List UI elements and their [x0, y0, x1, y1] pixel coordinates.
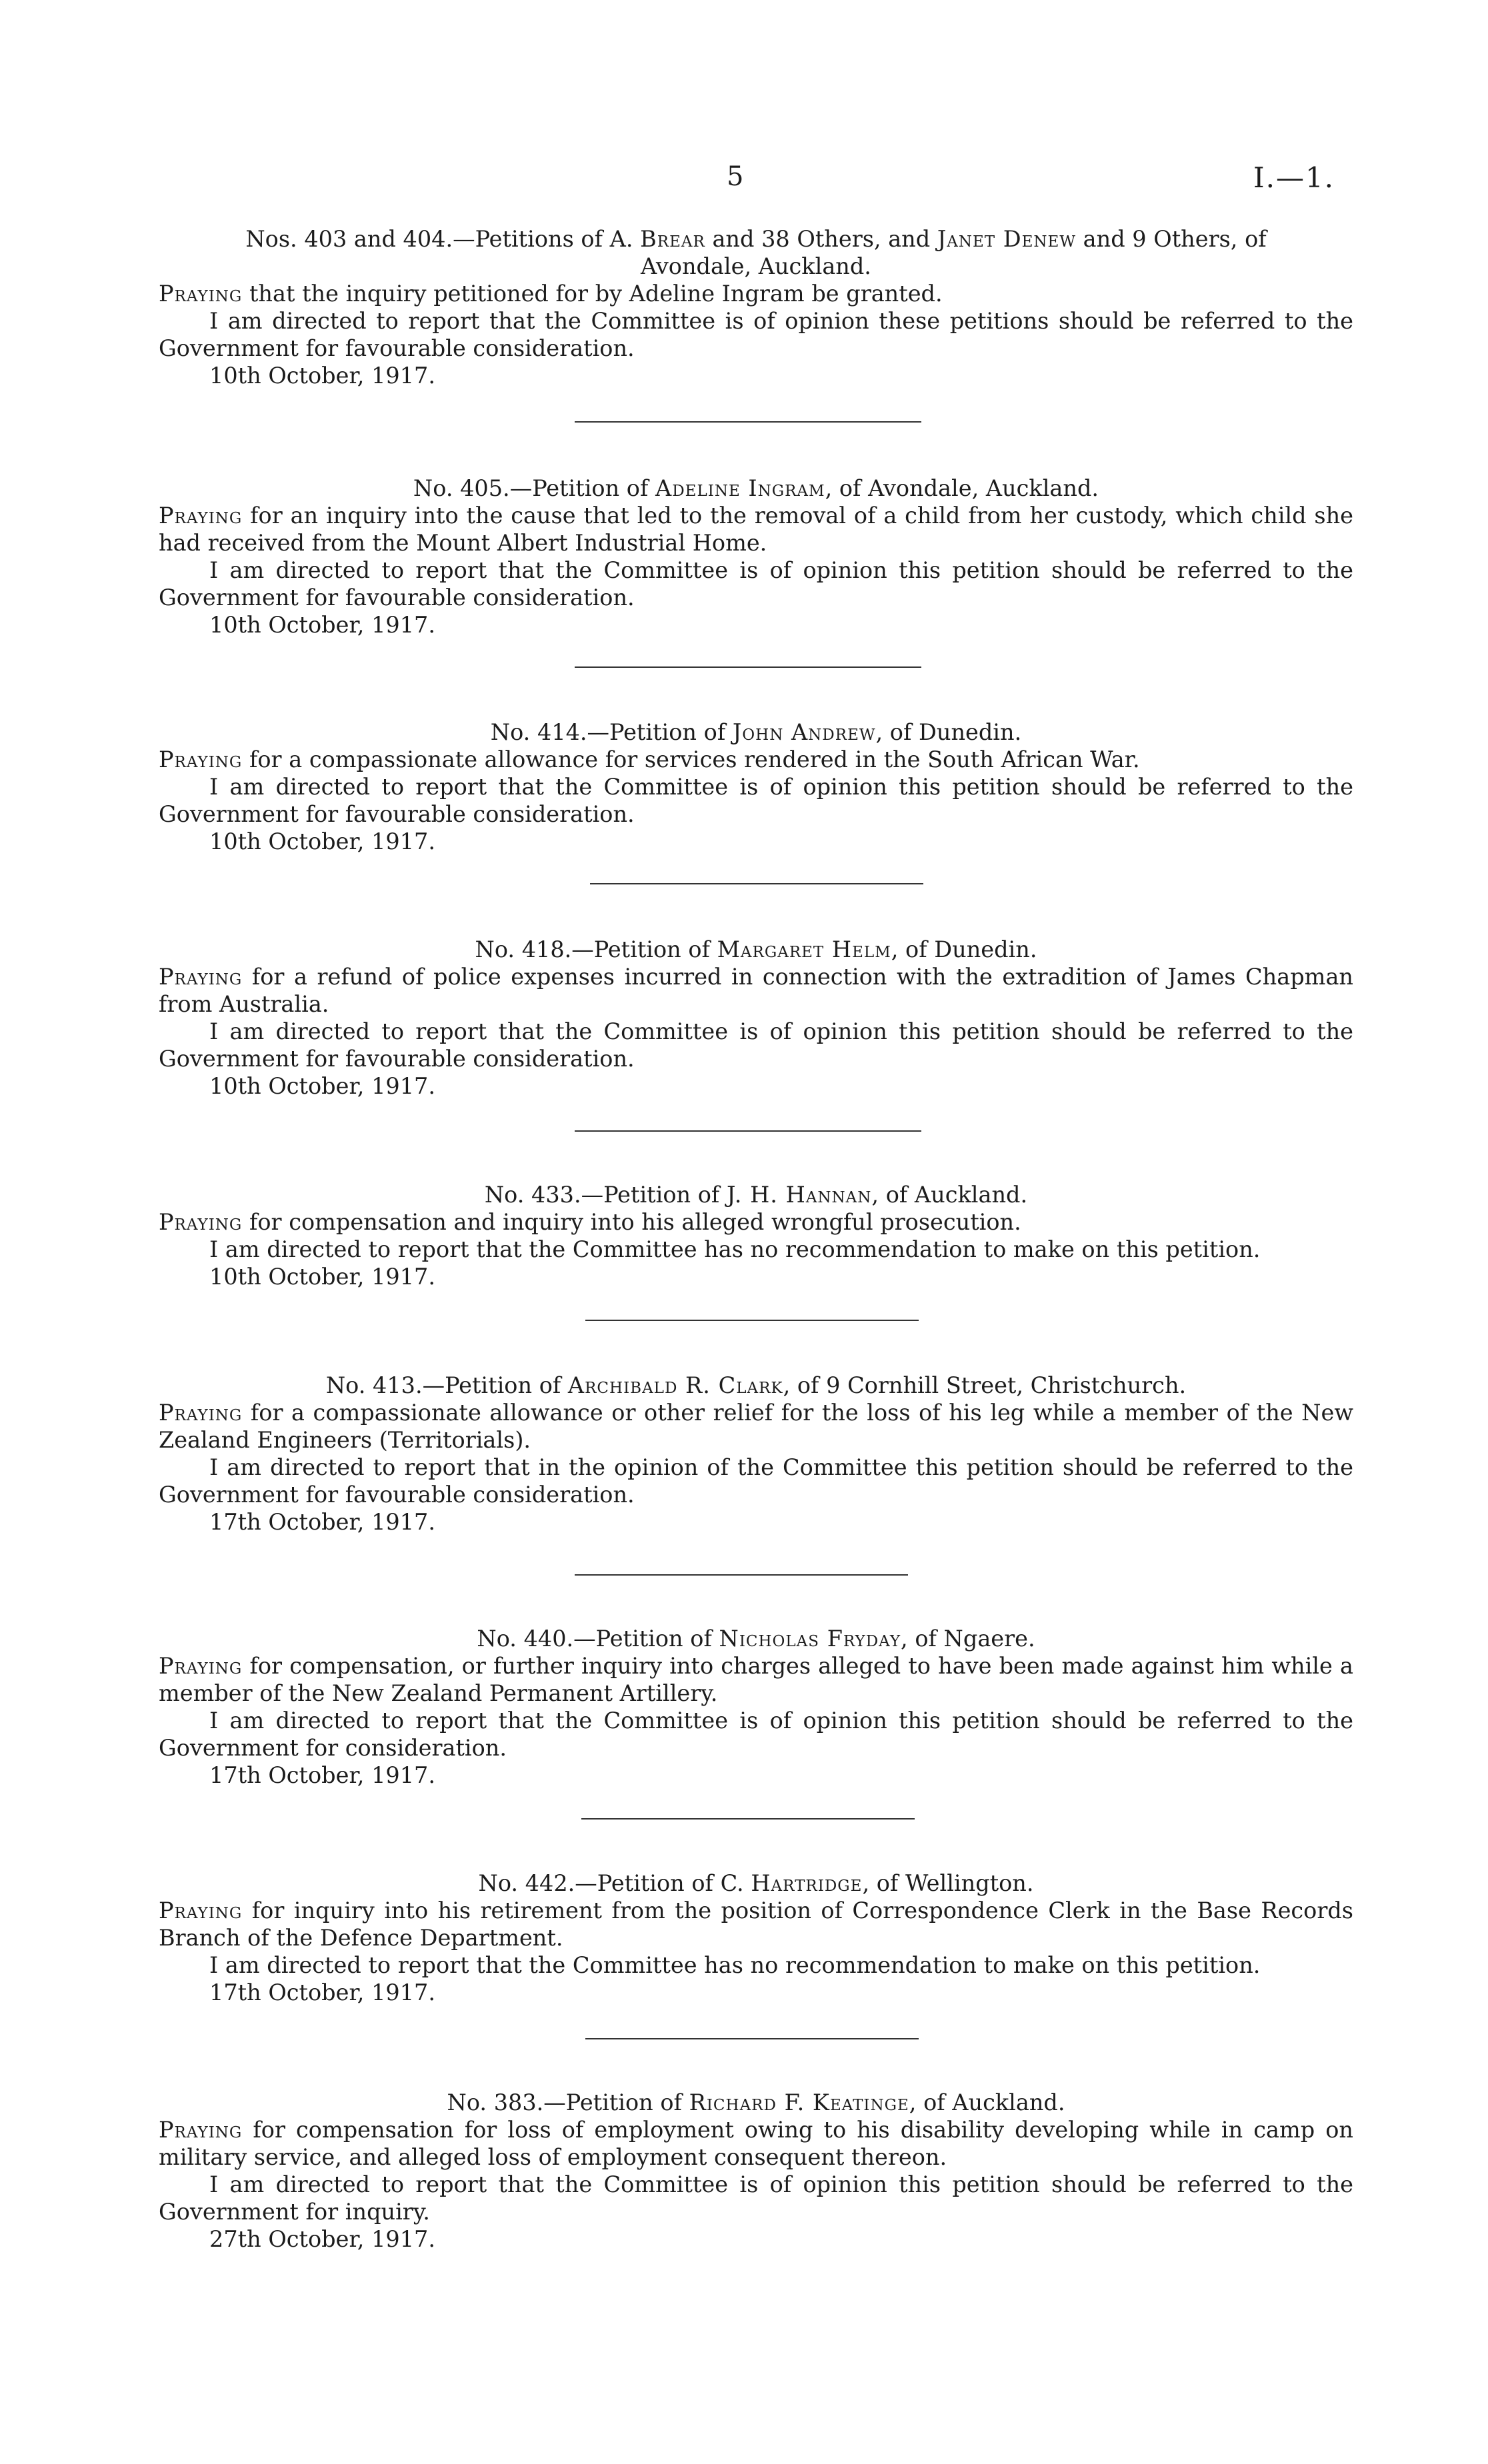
report-date: 10th October, 1917.: [209, 1264, 435, 1290]
report-date: 17th October, 1917.: [209, 1979, 435, 2005]
petition-433: [159, 1181, 1353, 1290]
praying-paragraph: Praying for a refund of police expenses incurred in connection with the extradition of James Chapman from Australia.: [159, 964, 1353, 1017]
petition-442: [159, 1869, 1353, 2006]
committee-report: I am directed to report that the Committee is of opinion this petition should be referred to the Government for inquiry.: [159, 2171, 1353, 2225]
section-divider: [581, 1818, 915, 1820]
petitioner-name: John Andrew: [732, 719, 876, 745]
praying-paragraph: Praying for an inquiry into the cause that led to the removal of a child from her custody, which child she had received from the Mount Albert Industrial Home.: [159, 503, 1353, 556]
praying-paragraph: Praying that the inquiry petitioned for by Adeline Ingram be granted.: [159, 281, 943, 307]
committee-report: I am directed to report that the Committee has no recommendation to make on this petition.: [209, 1952, 1261, 1978]
report-date: 27th October, 1917.: [209, 2226, 435, 2252]
section-divider: [575, 1130, 921, 1132]
petition-440: [159, 1625, 1353, 1789]
petitioner-name: Brear: [640, 226, 705, 252]
committee-report: I am directed to report that the Committee is of opinion this petition should be referred to the Government for favourable consideration.: [159, 1018, 1353, 1072]
petitioner-name: Archibald R. Clark: [567, 1372, 783, 1398]
report-date: 10th October, 1917.: [209, 1073, 435, 1099]
petitioner-name: Adeline Ingram: [655, 475, 825, 501]
section-divider: [585, 2038, 919, 2039]
petition-heading: No. 440.—Petition of Nicholas Fryday, of Ngaere.: [477, 1626, 1035, 1652]
petitioner-name: Margaret Helm: [717, 936, 891, 962]
petition-405: [159, 475, 1353, 638]
section-divider: [575, 666, 921, 668]
section-divider: [590, 883, 923, 884]
petition-heading: No. 383.—Petition of Richard F. Keatinge, of Auckland.: [447, 2089, 1065, 2115]
section-divider: [575, 421, 921, 423]
petitioner-name: Hartridge: [751, 1870, 863, 1896]
petition-heading: Nos. 403 and 404.—Petitions of A. Brear and 38 Others, and Janet Denew and 9 Others, of Avondale, Auckland.: [245, 226, 1267, 279]
report-date: 10th October, 1917.: [209, 828, 435, 854]
petitioner-name: Richard F. Keatinge: [689, 2089, 909, 2115]
praying-paragraph: Praying for inquiry into his retirement from the position of Correspondence Clerk in the Base Records Branch of the Defence Department.: [159, 1897, 1353, 1951]
petitioner-name: J. H. Hannan: [726, 1182, 872, 1208]
praying-paragraph: Praying for compensation, or further inquiry into charges alleged to have been made against him while a member of the New Zealand Permanent Artillery.: [159, 1653, 1353, 1706]
praying-paragraph: Praying for a compassionate allowance for services rendered in the South African War.: [159, 746, 1140, 772]
section-divider: [585, 1320, 919, 1321]
committee-report: I am directed to report that the Committee is of opinion this petition should be referred to the Government for consideration.: [159, 1708, 1353, 1761]
praying-paragraph: Praying for a compassionate allowance or other relief for the loss of his leg while a member of the New Zealand Engineers (Territorials).: [159, 1400, 1353, 1453]
petition-heading: No. 433.—Petition of J. H. Hannan, of Auckland.: [484, 1182, 1028, 1208]
petition-418: [159, 936, 1353, 1100]
report-date: 10th October, 1917.: [209, 363, 435, 389]
committee-report: I am directed to report that the Committee is of opinion this petition should be referred to the Government for favourable consideration.: [159, 774, 1353, 827]
committee-report: I am directed to report that the Committee is of opinion this petition should be referred to the Government for favourable consideration.: [159, 557, 1353, 611]
section-divider: [575, 1574, 908, 1576]
committee-report: I am directed to report that the Committee is of opinion these petitions should be referred to the Government for favourable consideration.: [159, 308, 1353, 361]
petition-414: [159, 718, 1353, 855]
committee-report: I am directed to report that the Committee has no recommendation to make on this petition.: [209, 1236, 1261, 1262]
paper-reference: I.—1.: [1253, 161, 1335, 194]
petition-383: [159, 2089, 1353, 2253]
praying-paragraph: Praying for compensation and inquiry into his alleged wrongful prosecution.: [159, 1209, 1021, 1235]
petition-heading: No. 418.—Petition of Margaret Helm, of Dunedin.: [475, 936, 1037, 962]
petition-403-404: [159, 225, 1353, 389]
petition-heading: No. 442.—Petition of C. Hartridge, of Wellington.: [478, 1870, 1034, 1896]
petitioner-name: Nicholas Fryday: [719, 1626, 901, 1652]
petitioner-name: Janet Denew: [937, 226, 1076, 252]
committee-report: I am directed to report that in the opinion of the Committee this petition should be referred to the Government for favourable consideration.: [159, 1454, 1353, 1508]
petition-heading: No. 414.—Petition of John Andrew, of Dunedin.: [490, 719, 1022, 745]
report-date: 17th October, 1917.: [209, 1762, 435, 1788]
page-number: 5: [727, 161, 744, 192]
report-date: 17th October, 1917.: [209, 1509, 435, 1535]
petition-413: [159, 1372, 1353, 1536]
petition-heading: No. 413.—Petition of Archibald R. Clark, of 9 Cornhill Street, Christchurch.: [325, 1372, 1187, 1398]
praying-paragraph: Praying for compensation for loss of employment owing to his disability developing while in camp on military service, and alleged loss of employment consequent thereon.: [159, 2117, 1353, 2170]
petition-heading: No. 405.—Petition of Adeline Ingram, of Avondale, Auckland.: [413, 475, 1099, 501]
report-date: 10th October, 1917.: [209, 612, 435, 638]
